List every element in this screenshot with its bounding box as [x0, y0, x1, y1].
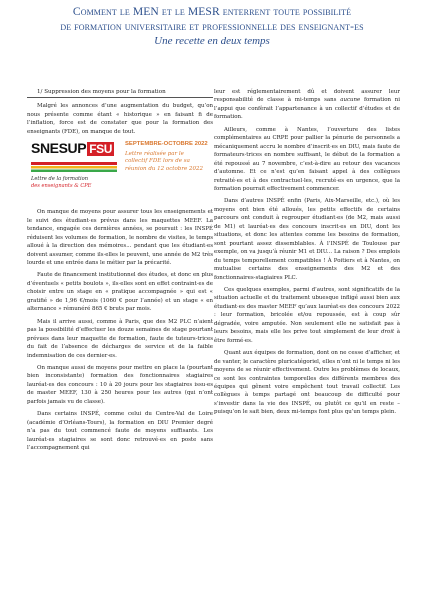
logo-caption-line-2: des enseignants & CPE — [31, 183, 92, 190]
paragraph-trainees: On manque aussi de moyens pour mettre en place la (pourtant bien inconsistante) formation des fonctionnaires stagiaires lauréat·es des concours : 10 à 20 jours pour les stagiaires issu·es de master MEEF, 130 à 250 heures pour les autres (qui n’ont parfois jamais vu de classe). — [27, 364, 213, 405]
snesup-fsu-logo — [27, 140, 119, 200]
continuation-emphasis: aucune — [340, 97, 361, 104]
logo-word-fsu: FSU — [89, 142, 112, 157]
continuation-text-2: formation ni l’appui que confèrait l’appartenance à un collectif d’études et de formation. — [214, 97, 400, 121]
logo-caption-line-1: Lettre de la formation — [31, 176, 89, 183]
page-title-line-2: de formation universitaire et professionnelle des enseignant-es — [60, 20, 364, 33]
left-column — [27, 88, 213, 457]
continuation-text-1: leur est réglementairement dû et doivent assurer leur responsabilité de classe à mi-temps sans — [214, 89, 400, 104]
logo-stripes-icon — [31, 162, 117, 172]
paragraph-continuation — [214, 88, 400, 122]
issue-note-text: Lettre réalisée par le collectif FDE lors de sa réunion du 12 octobre 2022 — [125, 150, 203, 172]
paragraph-paris: Mais il arrive aussi, comme à Paris, que des M2 PLC n’aient pas la possibilité d’effectuer les douze semaines de stage pourtant prévues dans leur maquette de formation, faute de tuteurs-trices du fait de l’absence de décharges de service et de la faible indemnisation de ces dernier·es. — [27, 318, 213, 359]
paragraph-other-inspe: Dans d’autres INSPÉ enfin (Paris, Aix-Marseille, etc.), où les moyens ont bien été alloués, les petits effectifs de certains parcours ont conduit à regrouper étudiant·es (de M2, mais aussi de M1) et lauréat·es des concours inscrit·es en DIU, dont les situations, et donc les attentes comme les besoins de formation, sont pourtant assez dissemblables. À l’INSPÉ de Toulouse par exemple, on va jusqu’à réunir M1 et DIU... La raison ? Des emplois du temps temporellement compatibles ! À Poitiers et à Nantes, on mutualise certains des enseignements des M2 et des fonctionnaires-stagiaires PLC. — [214, 198, 400, 281]
paragraph-intro: Malgré les annonces d’une augmentation du budget, qu’on nous présente comme étant « historique » en faisant fi de l’inflation, force est de constater que pour la formation des enseignants (FDE), on manque de tout. — [27, 103, 213, 135]
page-header — [0, 4, 424, 48]
section-heading: 1/ Suppression des moyens pour la formation — [27, 88, 213, 98]
issue-note — [125, 140, 208, 173]
paragraph-means: On manque de moyens pour assurer tous les enseignements et le suivi des étudiant·es prévus dans les maquettes MEEF. La tendance, engagée ces dernières années, se poursuit : les INSPÉ réduisent les volumes de formation, le nombre de visites, le temps alloué à la direction des mémoires... pendant que les étudiant·es doivent assumer, comme ils·elles le peuvent, une année de M2 très lourde et une entrée dans le métier par la précarité. — [27, 209, 213, 266]
paragraph-funding: Faute de financement institutionnel des études, et donc en plus d’éventuels « petits boulots », ils·elles sont en effet contraint·es de choisir entre un stage en « pratique accompagnée » qui est « gratifié » de 1,96 €/mois (1060 € pour l’année) et un stage « en alternance » rémunéré 865 € bruts par mois. — [27, 272, 213, 313]
logo-word-snesup: SNESUP — [31, 140, 87, 157]
paragraph-orleans: Dans certains INSPÉ, comme celui du Centre-Val de Loire (académie d’Orléans-Tours), la formation en DIU Premier degré n’a pas du tout commencé faute de moyens suffisants. Les lauréat·es stagiaires se sont donc retrouvé·es en poste sans l’accompagnement qui — [27, 411, 213, 452]
page-subtitle: Une recette en deux temps — [154, 35, 270, 47]
page-title-line-1: Comment le MEN et le MESR enterrent toute possibilité — [72, 5, 352, 18]
paragraph-examples — [214, 286, 400, 345]
right-column — [214, 88, 400, 421]
examples-emphasis: droit — [380, 329, 395, 336]
paragraph-nantes: Ailleurs, comme à Nantes, l’ouverture des listes complémentaires au CRPE pour pallier la pénurie de personnels a mécaniquement accru le nombre d’inscrit·es en DIU, mais faute de formateurs·trices en nombre suffisant, le début de la formation a été repoussé au 7 novembre, c’est-à-dire au retour des vacances d’automne. Et ce n’est qu’en faisant appel à des collègues retraité·es et à des contractuel·les, recruté·es en urgence, que la formation pourrait effectivement commencer. — [214, 126, 400, 192]
newsletter-banner — [27, 140, 213, 202]
examples-text-1: Ces quelques exemples, parmi d’autres, sont significatifs de la situation actuelle et du traitement ubuesque infligé aussi bien aux étudiant·es des master MEEF qu’aux lauréat·es des concours 2022 : leur formation, bricolée et/ou repoussée, est à coup sûr dégradée, voire amputée. Non seulement elle ne satisfait pas à leurs besoins, mais elle les prive tout simplement de leur — [214, 286, 400, 336]
logo-wordmark — [31, 140, 114, 157]
logo-caption — [31, 176, 119, 190]
examples-text-2: à être formé·es. — [214, 329, 400, 344]
issue-date: SEPTEMBRE-OCTOBRE 2022 — [125, 141, 208, 148]
paragraph-teams: Quant aux équipes de formation, dont on ne cesse d’afficher, et de vanter, le caractère pluricatégoriel, elles n’ont ni le temps ni les moyens de se réunir effectivement. Outre les problèmes de locaux, ce sont les contraintes temporelles des différents membres des équipes qui gênent voire empêchent tout travail collectif. Les collègues à temps partagé ont beaucoup de difficulté pour s’investir dans la vie des INSPÉ, ou plutôt ce qu’il en reste – puisqu’on le sait bien, deux mi-temps font plus qu’un temps plein. — [214, 350, 400, 416]
